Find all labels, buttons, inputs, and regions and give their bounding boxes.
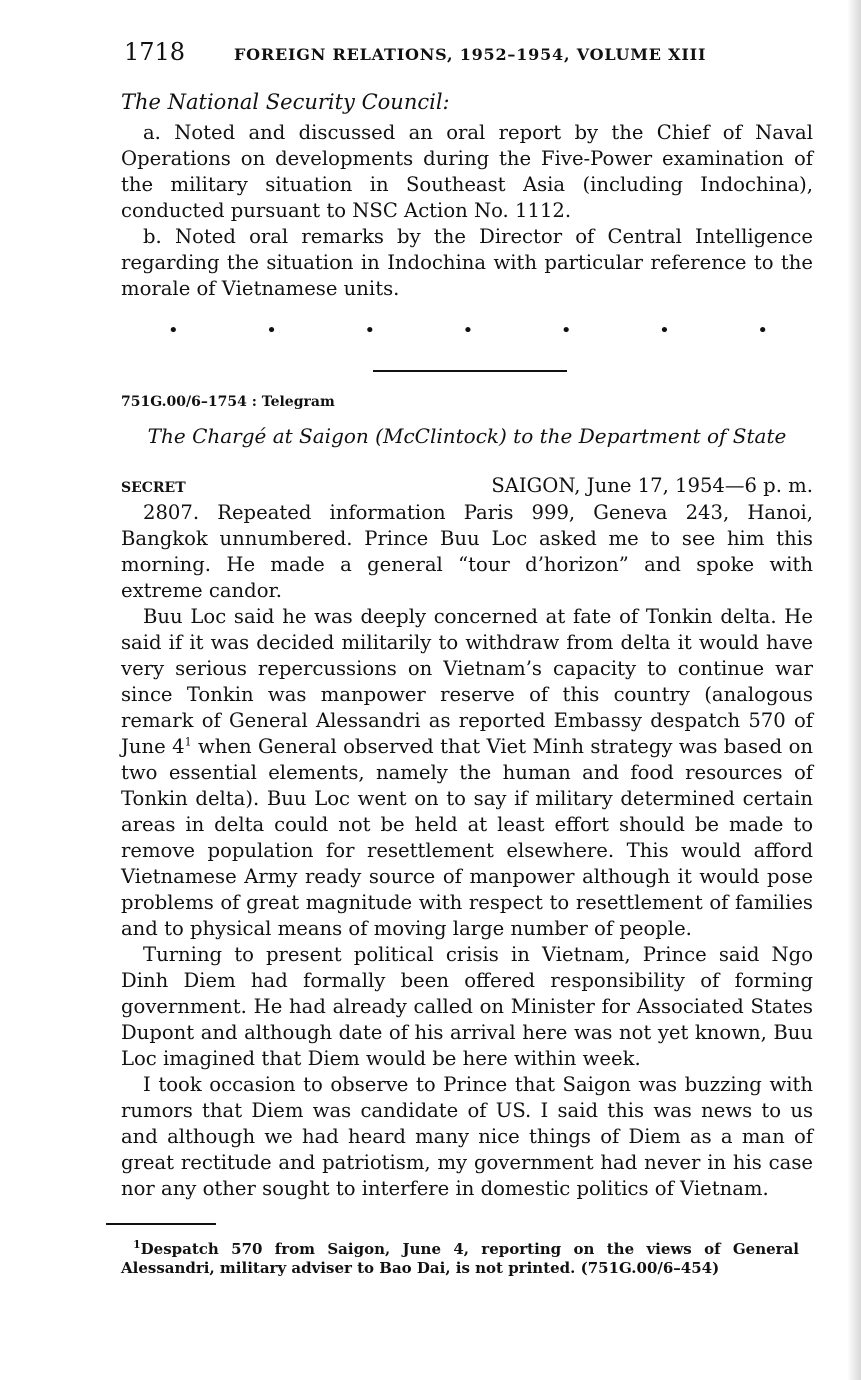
section-divider: [373, 370, 567, 372]
omission-dot: •: [168, 320, 179, 341]
omission-dot: •: [462, 320, 474, 341]
omission-dot: •: [560, 320, 572, 341]
footnote-ref[interactable]: 1: [184, 735, 192, 749]
body-paragraph: I took occasion to observe to Prince that Saigon was buzzing with rumors that Diem was candidate of US. I said this was news to us and although we had heard many nice things of Diem as a man of great rectitude and patriotism, my government had never in his case nor any other sought to interfere in domestic politics of Vietnam.: [121, 1073, 813, 1200]
footnote: [121, 1240, 799, 1278]
footnote-text: Despatch 570 from Saigon, June 4, reporting on the views of General Alessandri, military adviser to Bao Dai, is not printed. (751G.00/6–454): [121, 1240, 799, 1277]
body-paragraph: Turning to present political crisis in Vietnam, Prince said Ngo Dinh Diem had formally been offered responsibility of forming government. He had already called on Minister for Associated States Dupont and although date of his arrival here was not yet known, Buu Loc imagined that Diem would be here within week.: [121, 943, 813, 1070]
footnote-divider: [106, 1223, 216, 1225]
body-paragraph-continued: when General observed that Viet Minh strategy was based on two essential elements, namely the human and food resources of Tonkin delta). Buu Loc went on to say if military determined certain areas in delta could not be held at least effort should be made to remove population for resettlement elsewhere. This would afford Vietnamese Army ready source of manpower although it would pose problems of great magnitude with respect to resettlement of families and to physical means of moving large number of people.: [121, 735, 813, 940]
page-edge-shadow: [847, 0, 861, 1380]
footnote-marker: 1: [133, 1238, 141, 1251]
omission-dot: •: [364, 320, 376, 341]
nsc-action-a: a. Noted and discussed an oral report by the Chief of Naval Operations on developments during the Five-Power examination of the military situation in Southeast Asia (including Indochina), conducted pursuant to NSC Action No. 1112.: [121, 121, 813, 222]
page-header: [124, 38, 791, 74]
omission-dot: •: [659, 320, 670, 341]
page-number: 1718: [124, 38, 186, 66]
nsc-actions: [121, 120, 813, 302]
body-paragraph: [121, 604, 813, 942]
dateline: SAIGON, June 17, 1954—6 p. m.: [491, 474, 813, 497]
omission-dot: •: [266, 320, 277, 341]
nsc-heading: The National Security Council:: [121, 90, 450, 114]
nsc-action-b: b. Noted oral remarks by the Director of Central Intelligence regarding the situation in Indochina with particular reference to the morale of Vietnamese units.: [121, 225, 813, 300]
classification: SECRET: [121, 480, 186, 496]
running-head: FOREIGN RELATIONS, 1952–1954, VOLUME XIII: [234, 45, 707, 64]
omission-dots: [168, 320, 768, 341]
document-title: The Chargé at Saigon (McClintock) to the Department of State: [147, 424, 787, 448]
body-paragraph-part: Buu Loc said he was deeply concerned at fate of Tonkin delta. He said if it was decided militarily to withdraw from delta it would have very serious repercussions on Vietnam’s capacity to continue war since Tonkin was manpower reserve of this country (analogous remark of General Alessandri as reported Embassy despatch 570 of June 4: [121, 605, 813, 758]
classification-dateline: [121, 474, 813, 497]
file-number: 751G.00/6–1754 : Telegram: [121, 394, 335, 410]
omission-dot: •: [757, 320, 768, 341]
body-paragraph: 2807. Repeated information Paris 999, Geneva 243, Hanoi, Bangkok unnumbered. Prince Buu Loc asked me to see him this morning. He made a general “tour d’horizon” and spoke with extreme candor.: [121, 501, 813, 602]
telegram-body: [121, 500, 813, 1202]
